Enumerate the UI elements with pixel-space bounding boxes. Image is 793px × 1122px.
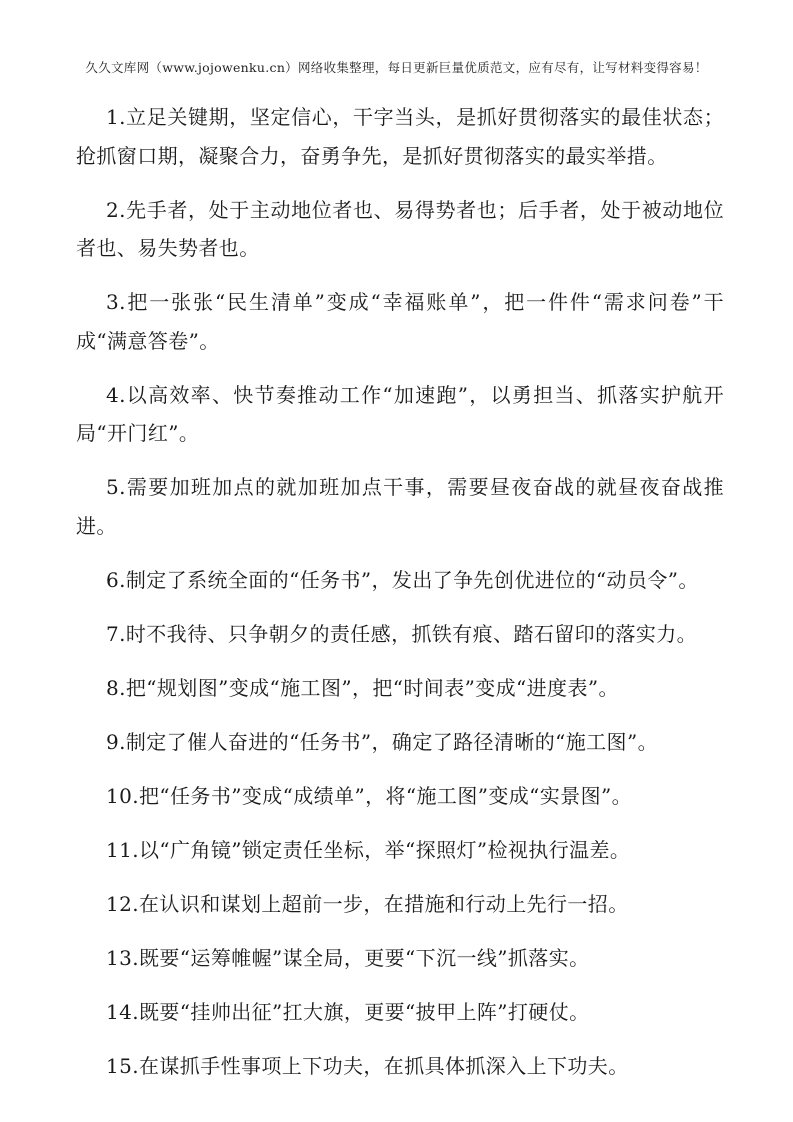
list-item: 6.制定了系统全面的“任务书”，发出了争先创优进位的“动员令”。 xyxy=(106,567,699,592)
list-item: 8.把“规划图”变成“施工图”，把“时间表”变成“进度表”。 xyxy=(106,675,619,700)
list-item: 11.以“广角镜”锁定责任坐标，举“探照灯”检视执行温差。 xyxy=(106,837,631,862)
list-item: 10.把“任务书”变成“成绩单”，将“施工图”变成“实景图”。 xyxy=(106,783,633,808)
list-item: 14.既要“挂帅出征”扛大旗，更要“披甲上阵”打硬仗。 xyxy=(106,999,590,1024)
list-item: 7.时不我待、只争朝夕的责任感，抓铁有痕、踏石留印的落实力。 xyxy=(106,621,698,646)
list-item: 9.制定了催人奋进的“任务书”，确定了路径清晰的“施工图”。 xyxy=(106,729,658,754)
list-item: 13.既要“运筹帷幄”谋全局，更要“下沉一线”抓落实。 xyxy=(106,945,590,970)
list-item: 1.立足关键期，坚定信心，干字当头，是抓好贯彻落实的最佳状态；抢抓窗口期，凝聚合力，奋勇争先，是抓好贯彻落实的最实举措。 xyxy=(76,105,724,168)
list-item: 3.把一张张“民生清单”变成“幸福账单”，把一件件“需求问卷”干成“满意答卷”。 xyxy=(76,290,724,353)
list-item: 4.以高效率、快节奏推动工作“加速跑”，以勇担当、抓落实护航开局“开门红”。 xyxy=(76,382,724,445)
list-item: 15.在谋抓手性事项上下功夫，在抓具体抓深入上下功夫。 xyxy=(106,1053,629,1078)
header-note: 久久文库网（www.jojowenku.cn）网络收集整理，每日更新巨量优质范文，应有尽有，让写材料变得容易！ xyxy=(85,60,708,75)
list-item: 2.先手者，处于主动地位者也、易得势者也；后手者，处于被动地位者也、易失势者也。 xyxy=(76,197,724,260)
list-item: 5.需要加班加点的就加班加点干事，需要昼夜奋战的就昼夜奋战推进。 xyxy=(76,475,724,538)
list-item: 12.在认识和谋划上超前一步，在措施和行动上先行一招。 xyxy=(106,891,629,916)
document-body xyxy=(76,98,724,1101)
